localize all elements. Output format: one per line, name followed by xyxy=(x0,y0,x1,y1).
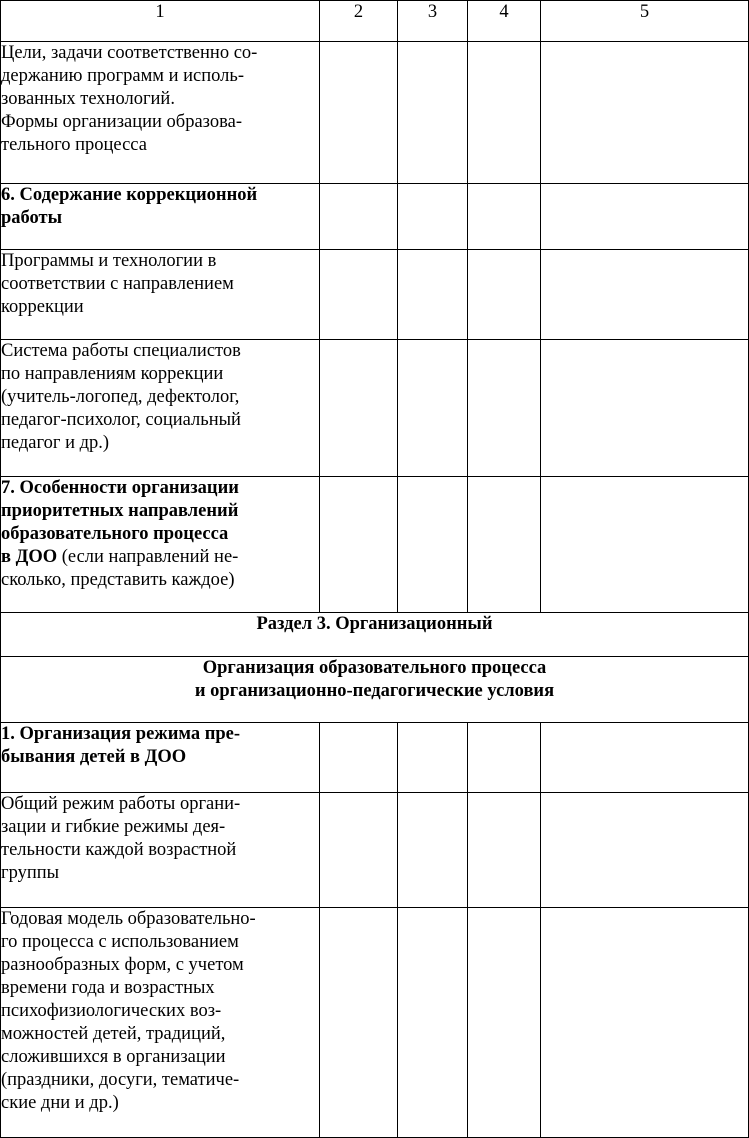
row-line: психофизиологических воз- xyxy=(1,1001,222,1021)
cell-col3[interactable] xyxy=(398,340,468,477)
row-line: Программы и технологии в xyxy=(1,251,217,271)
column-header-5: 5 xyxy=(541,1,749,42)
row-line: работы xyxy=(1,208,63,228)
column-header-1: 1 xyxy=(1,1,320,42)
table-row xyxy=(1,250,749,340)
row-line: приоритетных направлений xyxy=(1,501,239,521)
row-line: бывания детей в ДОО xyxy=(1,747,187,767)
cell-col2[interactable] xyxy=(320,793,398,908)
row-line: педагог-психолог, социальный xyxy=(1,410,241,430)
section-line: и организационно-педагогические условия xyxy=(194,681,555,701)
cell-col4[interactable] xyxy=(468,477,541,613)
row-line: соответствии с направлением xyxy=(1,274,234,294)
cell-col5[interactable] xyxy=(541,184,749,250)
header-row xyxy=(1,1,749,42)
row-line: держанию программ и исполь- xyxy=(1,66,244,86)
cell-col3[interactable] xyxy=(398,477,468,613)
row-line: (праздники, досуги, тематиче- xyxy=(1,1070,240,1090)
cell-col4[interactable] xyxy=(468,340,541,477)
cell-col2[interactable] xyxy=(320,42,398,184)
section-row xyxy=(1,657,749,723)
row-line: ские дни и др.) xyxy=(1,1093,119,1113)
cell-col3[interactable] xyxy=(398,250,468,340)
section-subtitle xyxy=(1,657,749,723)
row-line: образовательного процесса xyxy=(1,524,229,544)
cell-col3[interactable] xyxy=(398,42,468,184)
cell-col3[interactable] xyxy=(398,723,468,793)
row-line: 1. Организация режима пре- xyxy=(1,724,241,744)
cell-col4[interactable] xyxy=(468,184,541,250)
cell-col3[interactable] xyxy=(398,184,468,250)
row-label-programs-technologies xyxy=(1,250,320,340)
row-line: Формы организации образова- xyxy=(1,112,242,132)
row-line: Цели, задачи соответственно со- xyxy=(1,43,258,63)
section-title xyxy=(1,613,749,657)
cell-col5[interactable] xyxy=(541,793,749,908)
row-line: Система работы специалистов xyxy=(1,341,241,361)
row-line: можностей детей, традиций, xyxy=(1,1024,226,1044)
cell-col4[interactable] xyxy=(468,908,541,1138)
row-line: 6. Содержание коррекционной xyxy=(1,185,258,205)
table-row xyxy=(1,340,749,477)
row-line: группы xyxy=(1,863,60,883)
table-row xyxy=(1,42,749,184)
cell-col4[interactable] xyxy=(468,723,541,793)
row-line: разнообразных форм, с учетом xyxy=(1,955,244,975)
row-line: коррекции xyxy=(1,297,84,317)
cell-col2[interactable] xyxy=(320,340,398,477)
cell-col3[interactable] xyxy=(398,908,468,1138)
cell-col5[interactable] xyxy=(541,723,749,793)
column-header-2: 2 xyxy=(320,1,398,42)
row-line: сложившихся в организации xyxy=(1,1047,226,1067)
section-line: Раздел 3. Организационный xyxy=(256,614,493,634)
row-line: Общий режим работы органи- xyxy=(1,794,241,814)
row-line: Годовая модель образовательно- xyxy=(1,909,256,929)
row-line: зованных технологий. xyxy=(1,89,175,109)
row-label-goals-forms xyxy=(1,42,320,184)
row-label-correction-content xyxy=(1,184,320,250)
cell-col2[interactable] xyxy=(320,184,398,250)
column-header-4: 4 xyxy=(468,1,541,42)
table-row xyxy=(1,723,749,793)
row-line: (если направлений не- xyxy=(57,547,239,567)
column-header-3: 3 xyxy=(398,1,468,42)
row-line: тельного процесса xyxy=(1,135,147,155)
cell-col2[interactable] xyxy=(320,723,398,793)
cell-col2[interactable] xyxy=(320,908,398,1138)
row-line: (учитель-логопед, дефектолог, xyxy=(1,387,240,407)
row-line: тельности каждой возрастной xyxy=(1,840,237,860)
row-label-specialists-system xyxy=(1,340,320,477)
cell-col5[interactable] xyxy=(541,908,749,1138)
section-row xyxy=(1,613,749,657)
table-row xyxy=(1,908,749,1138)
cell-col5[interactable] xyxy=(541,250,749,340)
table-row xyxy=(1,793,749,908)
row-label-general-regime xyxy=(1,793,320,908)
cell-col5[interactable] xyxy=(541,340,749,477)
table-row xyxy=(1,477,749,613)
row-line: по направлениям коррекции xyxy=(1,364,224,384)
cell-col5[interactable] xyxy=(541,477,749,613)
cell-col4[interactable] xyxy=(468,250,541,340)
cell-col5[interactable] xyxy=(541,42,749,184)
row-line: времени года и возрастных xyxy=(1,978,215,998)
cell-col2[interactable] xyxy=(320,250,398,340)
cell-col4[interactable] xyxy=(468,42,541,184)
row-label-regime-organization xyxy=(1,723,320,793)
row-line: зации и гибкие режимы дея- xyxy=(1,817,226,837)
row-line: 7. Особенности организации xyxy=(1,478,239,498)
cell-col2[interactable] xyxy=(320,477,398,613)
row-label-priority-directions xyxy=(1,477,320,613)
row-label-annual-model xyxy=(1,908,320,1138)
table-row xyxy=(1,184,749,250)
row-line: го процесса с использованием xyxy=(1,932,239,952)
row-line: сколько, представить каждое) xyxy=(1,570,235,590)
cell-col3[interactable] xyxy=(398,793,468,908)
section-line: Организация образовательного процесса xyxy=(202,658,547,678)
row-line: педагог и др.) xyxy=(1,433,110,453)
row-line: в ДОО xyxy=(1,547,58,567)
cell-col4[interactable] xyxy=(468,793,541,908)
